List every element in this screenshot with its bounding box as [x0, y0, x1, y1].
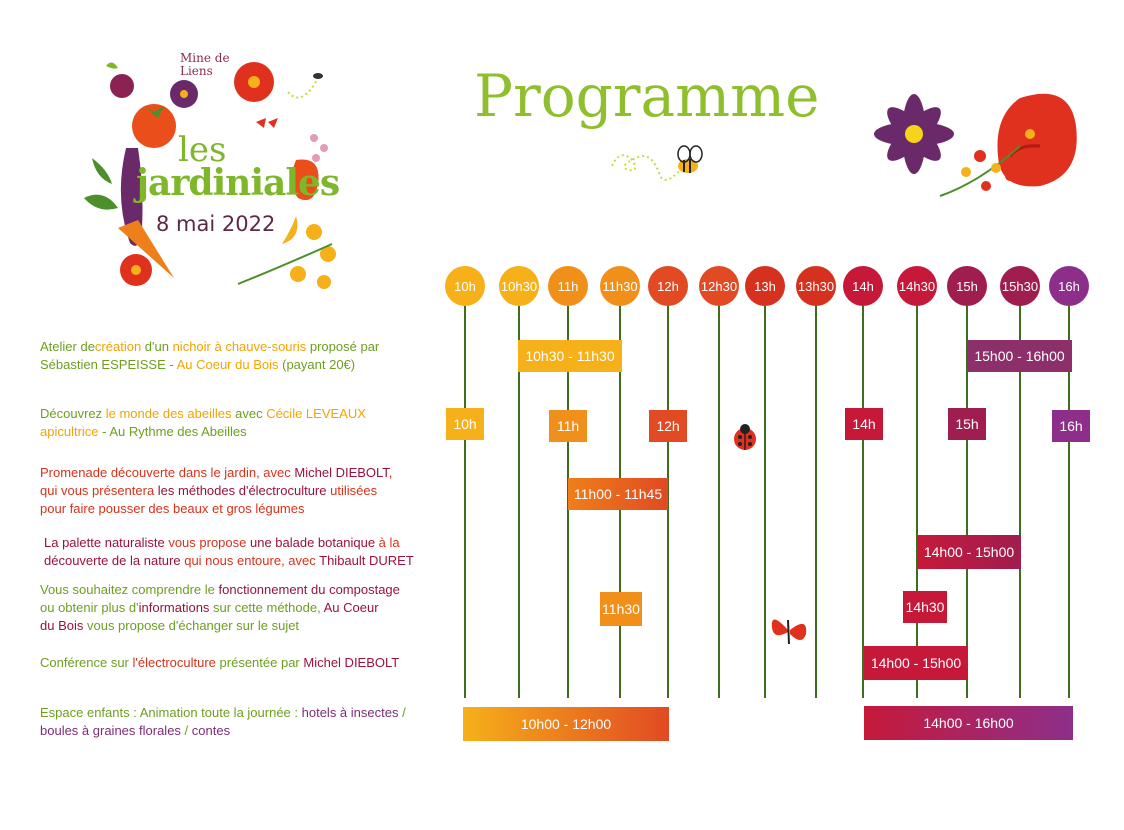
session-box-bees-12h: 12h — [649, 410, 687, 442]
timeline-line-13h30 — [815, 306, 817, 698]
activity-compost-label: Vous souhaitez comprendre le fonctionnement du compostage ou obtenir plus d'informations sur cette méthode, Au Coeur du Bois vous propose d'échanger sur le sujet — [40, 582, 400, 633]
butterfly-icon — [768, 610, 810, 650]
time-header-12h: 12h — [648, 266, 688, 306]
session-box-bees-10h: 10h — [446, 408, 484, 440]
time-header-13h: 13h — [745, 266, 785, 306]
timeline-line-12h30 — [718, 306, 720, 698]
logo-les-text: les — [178, 130, 227, 170]
session-box-compost-afternoon: 14h30 — [903, 591, 947, 623]
schedule-bar-kids-morning: 10h00 - 12h00 — [463, 707, 669, 741]
timeline-line-14h30 — [916, 306, 918, 698]
activity-conference-label: Conférence sur l'électroculture présentée par Michel DIEBOLT — [40, 655, 400, 670]
ladybug-icon — [728, 420, 762, 454]
time-header-15h30: 15h30 — [1000, 266, 1040, 306]
event-logo — [78, 48, 368, 298]
activity-bees-label: Découvrez le monde des abeilles avec Cécile LEVEAUX apicultrice - Au Rythme des Abeilles — [40, 406, 366, 439]
flower-bouquet-icon — [870, 86, 1090, 206]
logo-brand-text: Mine de Liens — [180, 51, 230, 78]
time-header-14h: 14h — [843, 266, 883, 306]
activity-kids-label: Espace enfants : Animation toute la journée : hotels à insectes / boules à graines florales / contes — [40, 705, 406, 738]
time-header-10h: 10h — [445, 266, 485, 306]
schedule-bar-conference: 14h00 - 15h00 — [864, 646, 968, 680]
timeline-line-13h — [764, 306, 766, 698]
time-header-11h: 11h — [548, 266, 588, 306]
page-title: Programme — [474, 62, 820, 130]
activity-garden-walk-label: Promenade découverte dans le jardin, avec Michel DIEBOLT, qui vous présentera les méthodes d'électroculture utilisées pour faire pousser des beaux et gros légumes — [40, 465, 393, 516]
bee-icon — [606, 140, 710, 192]
time-header-16h: 16h — [1049, 266, 1089, 306]
schedule-bar-bat-box-morning: 10h30 - 11h30 — [518, 340, 622, 372]
schedule-bar-kids-afternoon: 14h00 - 16h00 — [864, 706, 1073, 740]
session-box-bees-15h: 15h — [948, 408, 986, 440]
time-header-12h30: 12h30 — [699, 266, 739, 306]
time-header-15h: 15h — [947, 266, 987, 306]
session-box-bees-11h: 11h — [549, 410, 587, 442]
time-header-11h30: 11h30 — [600, 266, 640, 306]
activity-botanical-walk-label: La palette naturaliste vous propose une balade botanique à la découverte de la nature qui nous entoure, avec Thibault DURET — [44, 535, 414, 568]
logo-jardiniales-text: jardiniales — [136, 162, 340, 204]
session-box-bees-16h: 16h — [1052, 410, 1090, 442]
activity-bat-box-label: Atelier decréation d'un nichoir à chauve-souris proposé par Sébastien ESPEISSE - Au Coeur du Bois (payant 20€) — [40, 339, 380, 372]
time-header-14h30: 14h30 — [897, 266, 937, 306]
schedule-bar-garden-walk: 11h00 - 11h45 — [568, 478, 668, 510]
timeline-line-14h — [862, 306, 864, 698]
time-header-13h30: 13h30 — [796, 266, 836, 306]
event-date: 8 mai 2022 — [156, 212, 276, 236]
schedule-bar-botanical-walk: 14h00 - 15h00 — [917, 535, 1021, 569]
time-header-10h30: 10h30 — [499, 266, 539, 306]
session-box-bees-14h: 14h — [845, 408, 883, 440]
session-box-compost-morning: 11h30 — [600, 592, 642, 626]
schedule-bar-bat-box-afternoon: 15h00 - 16h00 — [967, 340, 1072, 372]
